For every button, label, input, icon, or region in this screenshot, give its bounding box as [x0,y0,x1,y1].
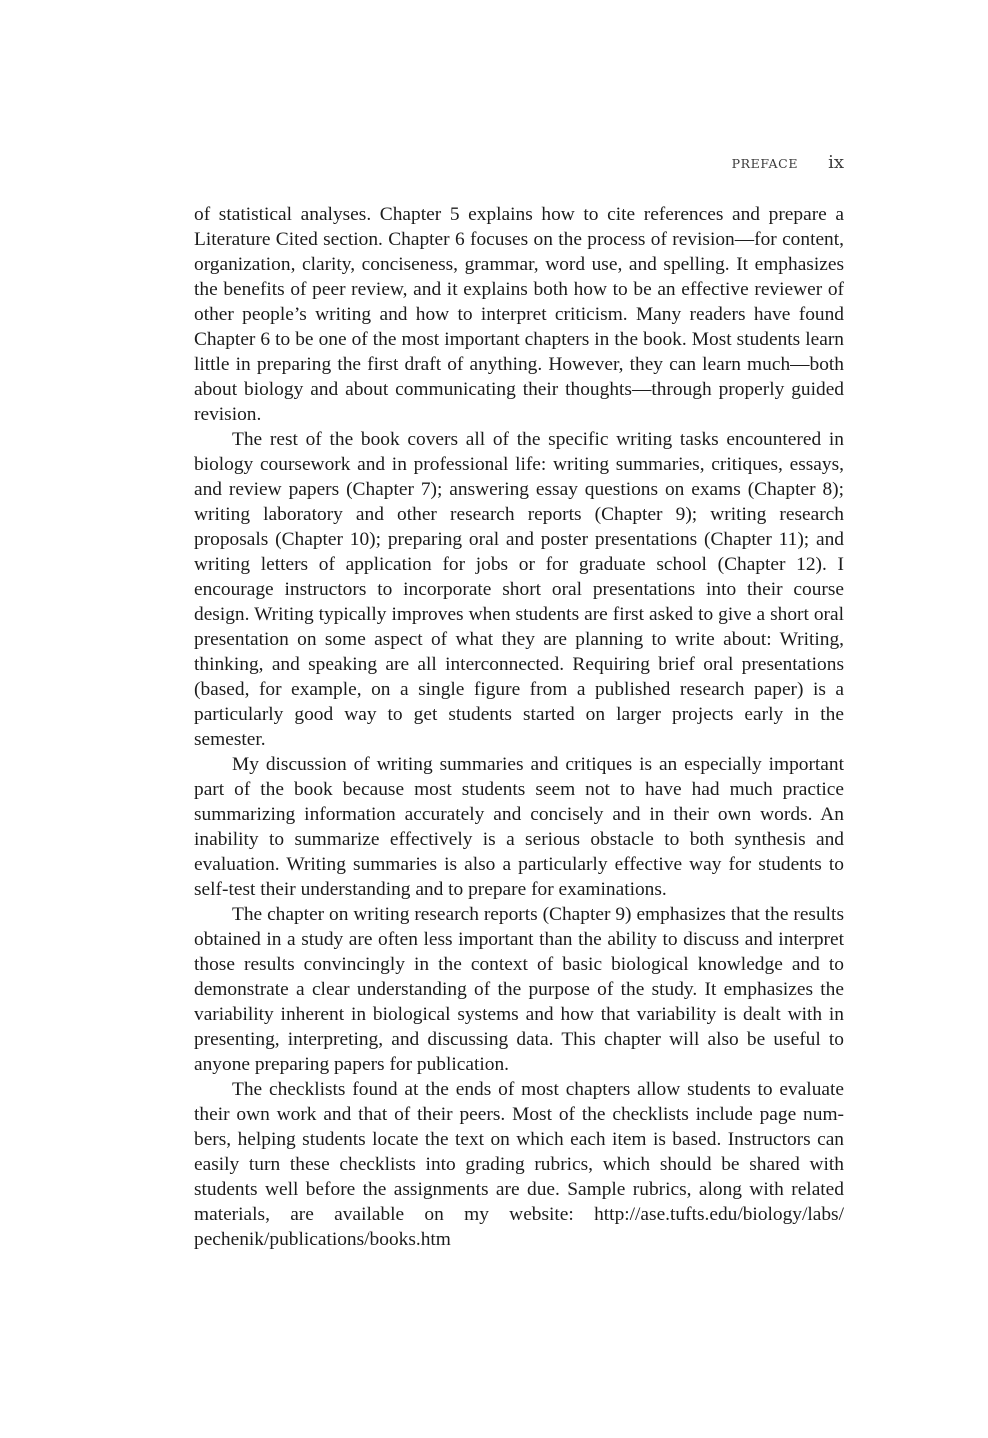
paragraph-writing-tasks: The rest of the book covers all of the specific writing tasks encountered in biology coursework and in professional life: writing summaries, critiques, essays, and review papers (Chapter 7); answering essay questions on exams (Chapter 8); writing laboratory and other research reports (Chapter 9); writing research proposals (Chapter 10); preparing oral and poster presentations (Chapter 11); and writing letters of application for jobs or for graduate school (Chapter 12). I encourage instructors to incorporate short oral presentations into their course design. Writing typically improves when students are first asked to give a short oral presentation on some aspect of what they are planning to write about: Writing, thinking, and speaking are all interconnected. Requiring brief oral presentations (based, for example, on a single figure from a published research paper) is a particularly good way to get students started on larger projects early in the semester. [194,429,844,750]
page-number: ix [828,152,844,173]
paragraph-research-reports: The chapter on writing research reports (Chapter 9) emphasizes that the results obtained in a study are often less important than the ability to discuss and interpret those results convincingly in the context of basic biological knowledge and to demonstrate a clear understanding of the purpose of the study. It emphasizes the variability inherent in biological systems and how that variability is dealt with in presenting, interpreting, and discussing data. This chapter will also be useful to anyone preparing papers for publication. [194,904,844,1075]
body-text [194,202,844,1252]
paragraph-checklists: The checklists found at the ends of most chapters allow students to evaluate their own work and that of their peers. Most of the checklists include page numbers, helping students locate the text on which each item is based. Instructors can easily turn these checklists into grading rubrics, which should be shared with students well before the assignments are due. Sample rubrics, along with related materials, are available on my website: http://ase.tufts.edu/biology/labs/ pechenik/publications/books.htm [194,1079,844,1250]
running-title: PREFACE [731,156,799,171]
paragraph-continuation: of statistical analyses. Chapter 5 explains how to cite references and prepare a Literature Cited section. Chapter 6 focuses on the process of revision—for content, organization, clarity, conciseness, grammar, word use, and spelling. It emphasizes the benefits of peer review, and it explains both how to be an effective reviewer of other people’s writing and how to interpret criticism. Many readers have found Chapter 6 to be one of the most important chapters in the book. Most students learn little in preparing the first draft of anything. However, they can learn much—both about biology and about communicating their thoughts—through properly guided revision. [194,204,844,425]
running-head [732,152,844,173]
paragraph-summaries-critiques: My discussion of writing summaries and critiques is an especially important part of the book because most students seem not to have had much practice summarizing information accurately and concisely and in their own words. An inability to summarize effectively is a serious obstacle to both synthesis and evaluation. Writing summaries is also a particularly effective way for students to self-test their understanding and to prepare for examinations. [194,754,844,900]
